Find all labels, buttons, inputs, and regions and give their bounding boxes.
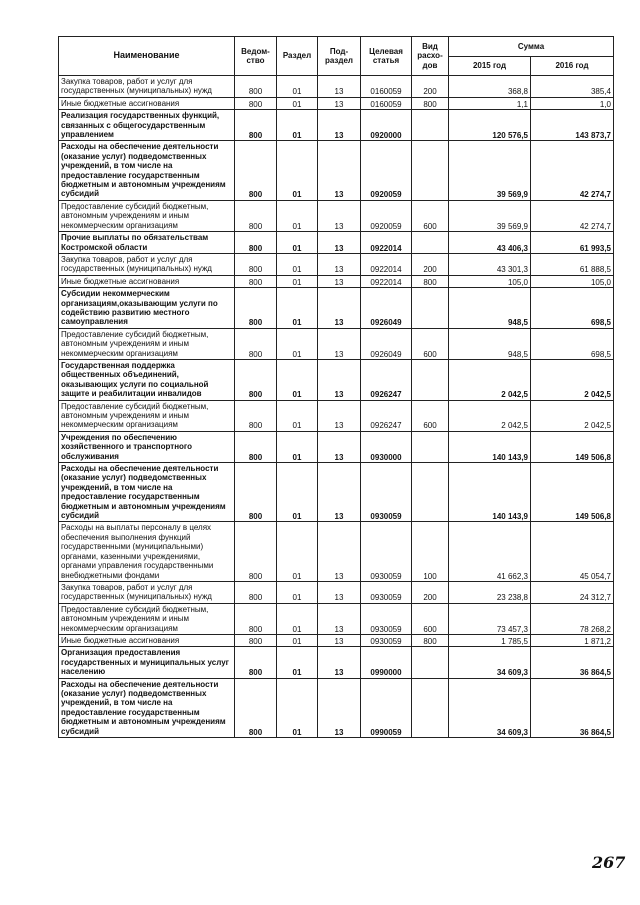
cell-vedomstvo: 800 <box>235 359 277 400</box>
cell-celevaya-statya: 0920059 <box>361 200 412 231</box>
cell-sum-2015: 43 301,3 <box>449 253 531 275</box>
cell-name: Государственная поддержка общественных объединений, оказывающих услуги по социальной защите и реабилитации инвалидов <box>59 359 235 400</box>
table-row <box>59 275 614 287</box>
table-row <box>59 431 614 462</box>
cell-vedomstvo: 800 <box>235 581 277 603</box>
cell-podrazdel: 13 <box>318 141 361 200</box>
cell-podrazdel: 13 <box>318 232 361 254</box>
cell-name: Иные бюджетные ассигнования <box>59 275 235 287</box>
cell-sum-2016: 698,5 <box>531 288 614 329</box>
cell-razdel: 01 <box>277 522 318 581</box>
cell-sum-2015: 73 457,3 <box>449 603 531 634</box>
header-razdel: Раздел <box>277 37 318 76</box>
cell-sum-2015: 948,5 <box>449 328 531 359</box>
cell-vid-rashodov <box>412 463 449 522</box>
cell-sum-2016: 2 042,5 <box>531 400 614 431</box>
cell-celevaya-statya: 0930059 <box>361 522 412 581</box>
header-vedomstvo: Ведом-ство <box>235 37 277 76</box>
cell-vedomstvo: 800 <box>235 328 277 359</box>
cell-name: Предоставление субсидий бюджетным, автономным учреждениям и иным некоммерческим организациям <box>59 603 235 634</box>
cell-name: Учреждения по обеспечению хозяйственного и транспортного обслуживания <box>59 431 235 462</box>
cell-razdel: 01 <box>277 288 318 329</box>
cell-vid-rashodov <box>412 678 449 737</box>
header-podrazdel: Под-раздел <box>318 37 361 76</box>
cell-vedomstvo: 800 <box>235 110 277 141</box>
table-row <box>59 678 614 737</box>
cell-name: Расходы на обеспечение деятельности (оказание услуг) подведомственных учреждений, в том числе на предоставление государственным бюджетным и автономным учреждениям субсидий <box>59 678 235 737</box>
cell-vedomstvo: 800 <box>235 400 277 431</box>
cell-sum-2015: 1 785,5 <box>449 634 531 646</box>
header-year-2016: 2016 год <box>531 57 614 76</box>
table-row <box>59 288 614 329</box>
cell-razdel: 01 <box>277 678 318 737</box>
table-row <box>59 463 614 522</box>
table-row <box>59 141 614 200</box>
cell-name: Закупка товаров, работ и услуг для государственных (муниципальных) нужд <box>59 253 235 275</box>
cell-podrazdel: 13 <box>318 431 361 462</box>
cell-name: Закупка товаров, работ и услуг для государственных (муниципальных) нужд <box>59 581 235 603</box>
header-celevaya-statya: Целевая статья <box>361 37 412 76</box>
cell-celevaya-statya: 0926049 <box>361 328 412 359</box>
cell-celevaya-statya: 0922014 <box>361 275 412 287</box>
budget-table <box>58 36 614 738</box>
cell-vedomstvo: 800 <box>235 431 277 462</box>
cell-sum-2015: 140 143,9 <box>449 431 531 462</box>
cell-razdel: 01 <box>277 200 318 231</box>
table-row <box>59 200 614 231</box>
cell-vid-rashodov <box>412 110 449 141</box>
cell-name: Предоставление субсидий бюджетным, автономным учреждениям и иным некоммерческим организациям <box>59 328 235 359</box>
cell-sum-2015: 140 143,9 <box>449 463 531 522</box>
cell-sum-2016: 36 864,5 <box>531 647 614 678</box>
cell-podrazdel: 13 <box>318 678 361 737</box>
cell-sum-2015: 39 569,9 <box>449 141 531 200</box>
cell-sum-2016: 45 054,7 <box>531 522 614 581</box>
cell-vedomstvo: 800 <box>235 288 277 329</box>
cell-razdel: 01 <box>277 603 318 634</box>
cell-sum-2016: 36 864,5 <box>531 678 614 737</box>
cell-podrazdel: 13 <box>318 110 361 141</box>
cell-celevaya-statya: 0930059 <box>361 581 412 603</box>
cell-vid-rashodov: 600 <box>412 328 449 359</box>
cell-razdel: 01 <box>277 97 318 109</box>
cell-sum-2015: 1,1 <box>449 97 531 109</box>
cell-sum-2016: 1,0 <box>531 97 614 109</box>
cell-podrazdel: 13 <box>318 200 361 231</box>
cell-vid-rashodov: 200 <box>412 76 449 98</box>
cell-vedomstvo: 800 <box>235 603 277 634</box>
cell-vid-rashodov <box>412 141 449 200</box>
cell-podrazdel: 13 <box>318 253 361 275</box>
cell-razdel: 01 <box>277 400 318 431</box>
cell-sum-2015: 43 406,3 <box>449 232 531 254</box>
cell-sum-2015: 105,0 <box>449 275 531 287</box>
cell-razdel: 01 <box>277 76 318 98</box>
cell-vedomstvo: 800 <box>235 678 277 737</box>
cell-vedomstvo: 800 <box>235 463 277 522</box>
cell-name: Субсидии некоммерческим организациям,оказывающим услуги по содействию развитию местного самоуправления <box>59 288 235 329</box>
cell-name: Организация предоставления государственных и муниципальных услуг населению <box>59 647 235 678</box>
cell-vid-rashodov: 800 <box>412 97 449 109</box>
cell-sum-2015: 41 662,3 <box>449 522 531 581</box>
table-row <box>59 328 614 359</box>
table-row <box>59 581 614 603</box>
cell-celevaya-statya: 0920059 <box>361 141 412 200</box>
cell-sum-2016: 78 268,2 <box>531 603 614 634</box>
cell-vedomstvo: 800 <box>235 253 277 275</box>
cell-name: Иные бюджетные ассигнования <box>59 97 235 109</box>
cell-vid-rashodov: 600 <box>412 400 449 431</box>
cell-vid-rashodov <box>412 431 449 462</box>
cell-name: Предоставление субсидий бюджетным, автономным учреждениям и иным некоммерческим организациям <box>59 200 235 231</box>
table-row <box>59 253 614 275</box>
cell-podrazdel: 13 <box>318 603 361 634</box>
table-row <box>59 232 614 254</box>
cell-vedomstvo: 800 <box>235 275 277 287</box>
cell-celevaya-statya: 0930000 <box>361 431 412 462</box>
cell-podrazdel: 13 <box>318 359 361 400</box>
header-name: Наименование <box>59 37 235 76</box>
cell-sum-2016: 1 871,2 <box>531 634 614 646</box>
table-row <box>59 359 614 400</box>
cell-name: Расходы на обеспечение деятельности (оказание услуг) подведомственных учреждений, в том числе на предоставление государственным бюджетным и автономным учреждениям субсидий <box>59 141 235 200</box>
cell-podrazdel: 13 <box>318 400 361 431</box>
cell-vid-rashodov: 800 <box>412 634 449 646</box>
cell-celevaya-statya: 0990000 <box>361 647 412 678</box>
cell-razdel: 01 <box>277 253 318 275</box>
cell-celevaya-statya: 0160059 <box>361 97 412 109</box>
cell-sum-2015: 120 576,5 <box>449 110 531 141</box>
cell-sum-2016: 2 042,5 <box>531 359 614 400</box>
cell-sum-2016: 143 873,7 <box>531 110 614 141</box>
cell-podrazdel: 13 <box>318 76 361 98</box>
cell-name: Иные бюджетные ассигнования <box>59 634 235 646</box>
cell-razdel: 01 <box>277 359 318 400</box>
cell-celevaya-statya: 0926247 <box>361 400 412 431</box>
cell-razdel: 01 <box>277 110 318 141</box>
cell-sum-2016: 149 506,8 <box>531 463 614 522</box>
cell-sum-2016: 42 274,7 <box>531 200 614 231</box>
cell-vedomstvo: 800 <box>235 647 277 678</box>
table-row <box>59 110 614 141</box>
header-vid-rashodov: Вид расхо-дов <box>412 37 449 76</box>
cell-name: Предоставление субсидий бюджетным, автономным учреждениям и иным некоммерческим организациям <box>59 400 235 431</box>
cell-podrazdel: 13 <box>318 647 361 678</box>
cell-sum-2015: 34 609,3 <box>449 647 531 678</box>
cell-name: Расходы на выплаты персоналу в целях обеспечения выполнения функций государственными (муниципальными) органами, казенными учреждениями, органами управления государственными внебюджетными фондами <box>59 522 235 581</box>
cell-vedomstvo: 800 <box>235 141 277 200</box>
budget-table-sheet <box>58 36 613 738</box>
cell-celevaya-statya: 0926247 <box>361 359 412 400</box>
cell-celevaya-statya: 0160059 <box>361 76 412 98</box>
cell-sum-2015: 34 609,3 <box>449 678 531 737</box>
cell-celevaya-statya: 0920000 <box>361 110 412 141</box>
cell-sum-2016: 61 993,5 <box>531 232 614 254</box>
cell-sum-2015: 39 569,9 <box>449 200 531 231</box>
cell-vedomstvo: 800 <box>235 232 277 254</box>
cell-celevaya-statya: 0930059 <box>361 634 412 646</box>
cell-podrazdel: 13 <box>318 97 361 109</box>
cell-sum-2016: 385,4 <box>531 76 614 98</box>
cell-name: Расходы на обеспечение деятельности (оказание услуг) подведомственных учреждений, в том числе на предоставление государственным бюджетным и автономным учреждениям субсидий <box>59 463 235 522</box>
table-row <box>59 400 614 431</box>
cell-podrazdel: 13 <box>318 463 361 522</box>
table-row <box>59 634 614 646</box>
cell-razdel: 01 <box>277 431 318 462</box>
cell-celevaya-statya: 0930059 <box>361 603 412 634</box>
table-row <box>59 76 614 98</box>
table-row <box>59 522 614 581</box>
cell-vedomstvo: 800 <box>235 634 277 646</box>
cell-sum-2016: 105,0 <box>531 275 614 287</box>
cell-podrazdel: 13 <box>318 522 361 581</box>
cell-vedomstvo: 800 <box>235 76 277 98</box>
cell-razdel: 01 <box>277 581 318 603</box>
cell-podrazdel: 13 <box>318 275 361 287</box>
cell-razdel: 01 <box>277 463 318 522</box>
cell-podrazdel: 13 <box>318 581 361 603</box>
cell-sum-2015: 2 042,5 <box>449 400 531 431</box>
cell-name: Закупка товаров, работ и услуг для государственных (муниципальных) нужд <box>59 76 235 98</box>
cell-razdel: 01 <box>277 647 318 678</box>
cell-celevaya-statya: 0930059 <box>361 463 412 522</box>
cell-celevaya-statya: 0990059 <box>361 678 412 737</box>
cell-razdel: 01 <box>277 141 318 200</box>
cell-podrazdel: 13 <box>318 328 361 359</box>
cell-vid-rashodov <box>412 232 449 254</box>
cell-celevaya-statya: 0926049 <box>361 288 412 329</box>
cell-vid-rashodov: 200 <box>412 253 449 275</box>
cell-razdel: 01 <box>277 634 318 646</box>
cell-sum-2016: 149 506,8 <box>531 431 614 462</box>
page-number: 267 <box>592 853 626 872</box>
cell-vid-rashodov: 600 <box>412 603 449 634</box>
cell-vid-rashodov <box>412 359 449 400</box>
cell-vid-rashodov: 200 <box>412 581 449 603</box>
cell-name: Прочие выплаты по обязательствам Костромской области <box>59 232 235 254</box>
cell-sum-2016: 698,5 <box>531 328 614 359</box>
cell-sum-2015: 2 042,5 <box>449 359 531 400</box>
table-row <box>59 647 614 678</box>
cell-vedomstvo: 800 <box>235 97 277 109</box>
cell-podrazdel: 13 <box>318 288 361 329</box>
cell-razdel: 01 <box>277 275 318 287</box>
cell-sum-2016: 42 274,7 <box>531 141 614 200</box>
cell-sum-2015: 948,5 <box>449 288 531 329</box>
cell-vid-rashodov: 800 <box>412 275 449 287</box>
cell-vid-rashodov: 100 <box>412 522 449 581</box>
cell-podrazdel: 13 <box>318 634 361 646</box>
cell-sum-2015: 368,8 <box>449 76 531 98</box>
cell-celevaya-statya: 0922014 <box>361 232 412 254</box>
header-year-2015: 2015 год <box>449 57 531 76</box>
cell-sum-2016: 61 888,5 <box>531 253 614 275</box>
cell-sum-2016: 24 312,7 <box>531 581 614 603</box>
table-row <box>59 603 614 634</box>
cell-razdel: 01 <box>277 232 318 254</box>
cell-vedomstvo: 800 <box>235 200 277 231</box>
table-body <box>59 76 614 738</box>
cell-vid-rashodov <box>412 647 449 678</box>
table-row <box>59 97 614 109</box>
header-summa: Сумма <box>449 37 614 57</box>
cell-razdel: 01 <box>277 328 318 359</box>
cell-name: Реализация государственных функций, связанных с общегосударственным управлением <box>59 110 235 141</box>
cell-vid-rashodov: 600 <box>412 200 449 231</box>
cell-celevaya-statya: 0922014 <box>361 253 412 275</box>
cell-vedomstvo: 800 <box>235 522 277 581</box>
cell-vid-rashodov <box>412 288 449 329</box>
cell-sum-2015: 23 238,8 <box>449 581 531 603</box>
